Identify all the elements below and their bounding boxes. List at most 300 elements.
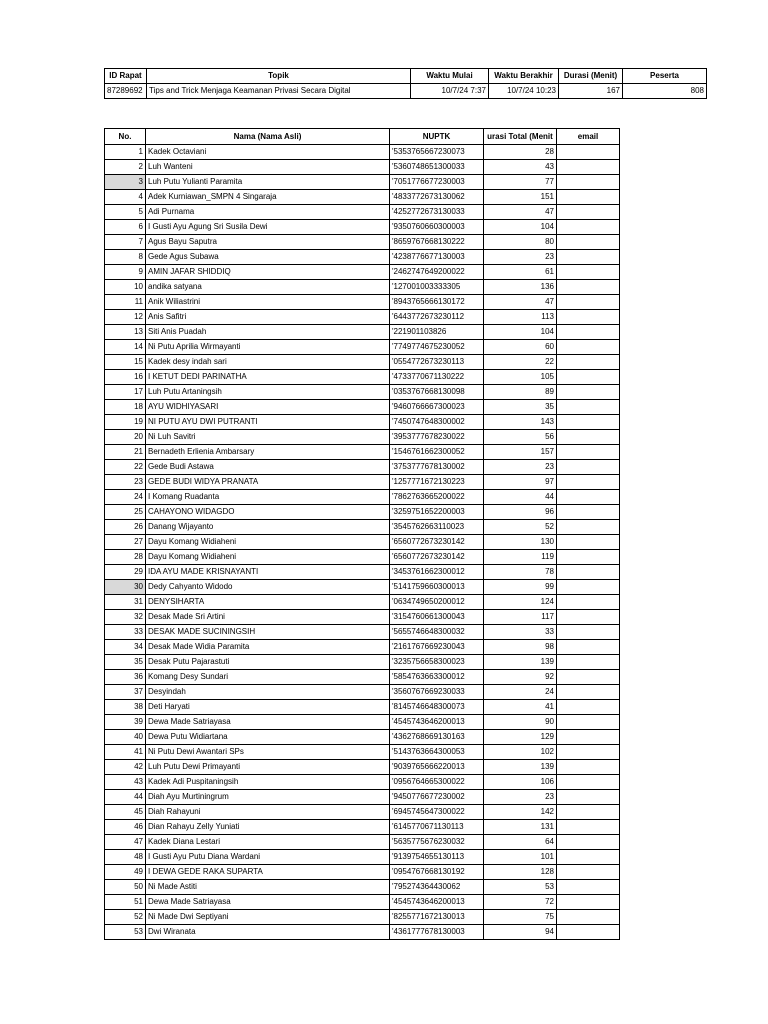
participant-email xyxy=(557,610,620,625)
row-number: 46 xyxy=(105,820,146,835)
table-row xyxy=(105,790,620,805)
table-row xyxy=(105,700,620,715)
row-number: 44 xyxy=(105,790,146,805)
participant-email xyxy=(557,775,620,790)
table-row xyxy=(105,490,620,505)
participant-nuptk: '7749774675230052 xyxy=(390,340,484,355)
table-row xyxy=(105,280,620,295)
row-number: 35 xyxy=(105,655,146,670)
participant-nuptk: '8659767668130222 xyxy=(390,235,484,250)
participant-nuptk: '4545743646200013 xyxy=(390,895,484,910)
row-number: 9 xyxy=(105,265,146,280)
participant-email xyxy=(557,745,620,760)
participant-nuptk: '127001003333305 xyxy=(390,280,484,295)
participant-total-minutes: 151 xyxy=(484,190,557,205)
participant-total-minutes: 105 xyxy=(484,370,557,385)
participant-email xyxy=(557,865,620,880)
row-number: 20 xyxy=(105,430,146,445)
participant-nuptk: '1546761662300052 xyxy=(390,445,484,460)
participant-email xyxy=(557,595,620,610)
participant-name: Ni Luh Savitri xyxy=(146,430,390,445)
participant-nuptk: '5655746648300032 xyxy=(390,625,484,640)
participant-email xyxy=(557,565,620,580)
participant-total-minutes: 90 xyxy=(484,715,557,730)
participant-name: DESAK MADE SUCININGSIH xyxy=(146,625,390,640)
table-row xyxy=(105,385,620,400)
meeting-id: 87289692 xyxy=(105,84,147,99)
participant-nuptk: '4361777678130003 xyxy=(390,925,484,940)
row-number: 38 xyxy=(105,700,146,715)
participant-name: Gede Budi Astawa xyxy=(146,460,390,475)
participant-total-minutes: 75 xyxy=(484,910,557,925)
meeting-data-row xyxy=(105,84,707,99)
participant-nuptk: '3453761662300012 xyxy=(390,565,484,580)
participant-email xyxy=(557,220,620,235)
meeting-end-header: Waktu Berakhir xyxy=(489,69,559,84)
row-number: 34 xyxy=(105,640,146,655)
participant-name: Komang Desy Sundari xyxy=(146,670,390,685)
participant-total-minutes: 80 xyxy=(484,235,557,250)
meeting-topic-header: Topik xyxy=(147,69,411,84)
participant-name: Desyindah xyxy=(146,685,390,700)
participant-total-minutes: 139 xyxy=(484,760,557,775)
participant-name: Dayu Komang Widiaheni xyxy=(146,535,390,550)
participants-header-row xyxy=(105,129,620,145)
participant-total-minutes: 23 xyxy=(484,250,557,265)
participant-email xyxy=(557,310,620,325)
participant-email xyxy=(557,295,620,310)
participant-email xyxy=(557,880,620,895)
participant-total-minutes: 104 xyxy=(484,220,557,235)
participants-table xyxy=(104,128,620,940)
participant-name: Deti Haryati xyxy=(146,700,390,715)
table-row xyxy=(105,610,620,625)
participant-nuptk: '0634749650200012 xyxy=(390,595,484,610)
participant-name: Dedy Cahyanto Widodo xyxy=(146,580,390,595)
participant-total-minutes: 101 xyxy=(484,850,557,865)
participant-nuptk: '6443772673230112 xyxy=(390,310,484,325)
participant-email xyxy=(557,835,620,850)
participant-total-minutes: 33 xyxy=(484,625,557,640)
table-row xyxy=(105,640,620,655)
participant-email xyxy=(557,280,620,295)
participant-name: Ni Made Astiti xyxy=(146,880,390,895)
participant-total-minutes: 97 xyxy=(484,475,557,490)
no-header: No. xyxy=(105,129,146,145)
participant-name: Diah Ayu Murtiningrum xyxy=(146,790,390,805)
participant-total-minutes: 143 xyxy=(484,415,557,430)
participant-name: GEDE BUDI WIDYA PRANATA xyxy=(146,475,390,490)
participant-total-minutes: 23 xyxy=(484,460,557,475)
row-number: 14 xyxy=(105,340,146,355)
participant-nuptk: '5143763664300053 xyxy=(390,745,484,760)
participant-name: Luh Putu Artaningsih xyxy=(146,385,390,400)
participant-name: Ni Putu Dewi Awantari SPs xyxy=(146,745,390,760)
participant-email xyxy=(557,625,620,640)
participant-email xyxy=(557,580,620,595)
participant-total-minutes: 131 xyxy=(484,820,557,835)
participant-email xyxy=(557,385,620,400)
participant-email xyxy=(557,505,620,520)
row-number: 30 xyxy=(105,580,146,595)
participant-nuptk: '3953777678230022 xyxy=(390,430,484,445)
participant-email xyxy=(557,190,620,205)
table-row xyxy=(105,235,620,250)
row-number: 32 xyxy=(105,610,146,625)
participant-name: Luh Putu Yulianti Paramita xyxy=(146,175,390,190)
participant-email xyxy=(557,340,620,355)
participant-total-minutes: 129 xyxy=(484,730,557,745)
participant-nuptk: '5854763663300012 xyxy=(390,670,484,685)
row-number: 19 xyxy=(105,415,146,430)
participant-email xyxy=(557,265,620,280)
participant-nuptk: '8943765666130172 xyxy=(390,295,484,310)
row-number: 12 xyxy=(105,310,146,325)
table-row xyxy=(105,835,620,850)
participant-total-minutes: 23 xyxy=(484,790,557,805)
table-row xyxy=(105,880,620,895)
row-number: 25 xyxy=(105,505,146,520)
participant-nuptk: '5141759660300013 xyxy=(390,580,484,595)
table-row xyxy=(105,430,620,445)
table-row xyxy=(105,445,620,460)
participant-nuptk: '3235756658300023 xyxy=(390,655,484,670)
row-number: 33 xyxy=(105,625,146,640)
table-row xyxy=(105,745,620,760)
table-row xyxy=(105,145,620,160)
participant-name: Desak Made Sri Artini xyxy=(146,610,390,625)
participant-nuptk: '221901103826 xyxy=(390,325,484,340)
nuptk-header: NUPTK xyxy=(390,129,484,145)
participant-total-minutes: 102 xyxy=(484,745,557,760)
table-row xyxy=(105,205,620,220)
participant-email xyxy=(557,550,620,565)
participant-nuptk: '8145746648300073 xyxy=(390,700,484,715)
name-header: Nama (Nama Asli) xyxy=(146,129,390,145)
participant-email xyxy=(557,670,620,685)
participant-name: NI PUTU AYU DWI PUTRANTI xyxy=(146,415,390,430)
row-number: 8 xyxy=(105,250,146,265)
table-row xyxy=(105,730,620,745)
participant-name: Desak Putu Pajarastuti xyxy=(146,655,390,670)
row-number: 53 xyxy=(105,925,146,940)
total-duration-header: urasi Total (Menit xyxy=(484,129,557,145)
participant-nuptk: '0954767668130192 xyxy=(390,865,484,880)
row-number: 23 xyxy=(105,475,146,490)
participant-total-minutes: 47 xyxy=(484,295,557,310)
meeting-end: 10/7/24 10:23 xyxy=(489,84,559,99)
meeting-topic: Tips and Trick Menjaga Keamanan Privasi Secara Digital xyxy=(147,84,411,99)
meeting-table xyxy=(104,68,707,99)
participant-email xyxy=(557,475,620,490)
participant-name: Kadek Diana Lestari xyxy=(146,835,390,850)
participant-name: Luh Putu Dewi Primayanti xyxy=(146,760,390,775)
participant-nuptk: '4733770671130222 xyxy=(390,370,484,385)
table-row xyxy=(105,805,620,820)
participant-total-minutes: 104 xyxy=(484,325,557,340)
participant-name: Dian Rahayu Zelly Yuniati xyxy=(146,820,390,835)
participant-nuptk: '6145770671130113 xyxy=(390,820,484,835)
table-row xyxy=(105,760,620,775)
table-row xyxy=(105,775,620,790)
participant-name: I Gusti Ayu Putu Diana Wardani xyxy=(146,850,390,865)
participant-email xyxy=(557,520,620,535)
table-row xyxy=(105,715,620,730)
row-number: 43 xyxy=(105,775,146,790)
table-row xyxy=(105,400,620,415)
participant-total-minutes: 28 xyxy=(484,145,557,160)
participant-email xyxy=(557,655,620,670)
participant-nuptk: '2161767669230043 xyxy=(390,640,484,655)
participant-total-minutes: 77 xyxy=(484,175,557,190)
table-row xyxy=(105,820,620,835)
participant-name: Adek Kurniawan_SMPN 4 Singaraja xyxy=(146,190,390,205)
table-row xyxy=(105,505,620,520)
table-row xyxy=(105,565,620,580)
participant-email xyxy=(557,370,620,385)
participant-name: Dewa Made Satriayasa xyxy=(146,715,390,730)
participant-email xyxy=(557,895,620,910)
participant-name: Bernadeth Erlienia Ambarsary xyxy=(146,445,390,460)
email-header: email xyxy=(557,129,620,145)
meeting-id-header: ID Rapat xyxy=(105,69,147,84)
table-row xyxy=(105,175,620,190)
participant-name: I Gusti Ayu Agung Sri Susila Dewi xyxy=(146,220,390,235)
participant-nuptk: '795274364430062 xyxy=(390,880,484,895)
participant-nuptk: '6560772673230142 xyxy=(390,535,484,550)
participant-email xyxy=(557,730,620,745)
participant-name: Anis Safitri xyxy=(146,310,390,325)
participant-name: Dewa Putu Widiartana xyxy=(146,730,390,745)
row-number: 16 xyxy=(105,370,146,385)
participant-nuptk: '3560767669230033 xyxy=(390,685,484,700)
participant-nuptk: '4252772673130033 xyxy=(390,205,484,220)
row-number: 36 xyxy=(105,670,146,685)
row-number: 45 xyxy=(105,805,146,820)
participant-email xyxy=(557,250,620,265)
table-row xyxy=(105,340,620,355)
table-row xyxy=(105,370,620,385)
row-number: 51 xyxy=(105,895,146,910)
participant-nuptk: '5360748651300033 xyxy=(390,160,484,175)
participant-name: Anik Wiliastrini xyxy=(146,295,390,310)
participant-nuptk: '7450747648300002 xyxy=(390,415,484,430)
participant-name: AMIN JAFAR SHIDDIQ xyxy=(146,265,390,280)
participant-name: I Komang Ruadanta xyxy=(146,490,390,505)
participant-nuptk: '9139754655130113 xyxy=(390,850,484,865)
participant-name: Diah Rahayuni xyxy=(146,805,390,820)
table-row xyxy=(105,460,620,475)
row-number: 11 xyxy=(105,295,146,310)
participant-name: Ni Putu Aprilia Wirmayanti xyxy=(146,340,390,355)
participant-nuptk: '0956764665300022 xyxy=(390,775,484,790)
participant-total-minutes: 89 xyxy=(484,385,557,400)
participant-nuptk: '9460766667300023 xyxy=(390,400,484,415)
participant-total-minutes: 56 xyxy=(484,430,557,445)
meeting-duration-header: Durasi (Menit) xyxy=(559,69,623,84)
participant-name: Adi Purnama xyxy=(146,205,390,220)
row-number: 26 xyxy=(105,520,146,535)
participant-name: Luh Wanteni xyxy=(146,160,390,175)
row-number: 6 xyxy=(105,220,146,235)
row-number: 18 xyxy=(105,400,146,415)
participant-name: Dewa Made Satriayasa xyxy=(146,895,390,910)
participant-nuptk: '0554772673230113 xyxy=(390,355,484,370)
participant-nuptk: '5353765667230073 xyxy=(390,145,484,160)
participant-email xyxy=(557,235,620,250)
participant-email xyxy=(557,805,620,820)
row-number: 15 xyxy=(105,355,146,370)
table-row xyxy=(105,550,620,565)
participant-email xyxy=(557,355,620,370)
participant-total-minutes: 124 xyxy=(484,595,557,610)
participant-total-minutes: 96 xyxy=(484,505,557,520)
table-row xyxy=(105,415,620,430)
participant-nuptk: '3753777678130002 xyxy=(390,460,484,475)
participant-email xyxy=(557,445,620,460)
participant-email xyxy=(557,820,620,835)
meeting-start-header: Waktu Mulai xyxy=(411,69,489,84)
row-number: 42 xyxy=(105,760,146,775)
participant-name: Kadek Octaviani xyxy=(146,145,390,160)
row-number: 4 xyxy=(105,190,146,205)
participant-total-minutes: 130 xyxy=(484,535,557,550)
participant-nuptk: '2462747649200022 xyxy=(390,265,484,280)
participant-total-minutes: 106 xyxy=(484,775,557,790)
participant-total-minutes: 94 xyxy=(484,925,557,940)
participant-nuptk: '1257771672130223 xyxy=(390,475,484,490)
participant-name: Dwi Wiranata xyxy=(146,925,390,940)
participant-total-minutes: 44 xyxy=(484,490,557,505)
table-row xyxy=(105,595,620,610)
participant-email xyxy=(557,325,620,340)
participant-total-minutes: 78 xyxy=(484,565,557,580)
row-number: 13 xyxy=(105,325,146,340)
participant-total-minutes: 47 xyxy=(484,205,557,220)
participant-name: I KETUT DEDI PARINATHA xyxy=(146,370,390,385)
participant-total-minutes: 24 xyxy=(484,685,557,700)
row-number: 24 xyxy=(105,490,146,505)
participant-name: IDA AYU MADE KRISNAYANTI xyxy=(146,565,390,580)
participant-email xyxy=(557,175,620,190)
row-number: 21 xyxy=(105,445,146,460)
participant-total-minutes: 60 xyxy=(484,340,557,355)
row-number: 52 xyxy=(105,910,146,925)
row-number: 2 xyxy=(105,160,146,175)
participant-nuptk: '3259751652200003 xyxy=(390,505,484,520)
meeting-duration: 167 xyxy=(559,84,623,99)
participant-nuptk: '6945745647300022 xyxy=(390,805,484,820)
participant-total-minutes: 35 xyxy=(484,400,557,415)
participant-name: Siti Anis Puadah xyxy=(146,325,390,340)
participant-name: Desak Made Widia Paramita xyxy=(146,640,390,655)
participant-email xyxy=(557,700,620,715)
participant-email xyxy=(557,790,620,805)
participant-email xyxy=(557,415,620,430)
participant-total-minutes: 128 xyxy=(484,865,557,880)
participant-email xyxy=(557,430,620,445)
table-row xyxy=(105,250,620,265)
table-row xyxy=(105,160,620,175)
participant-name: Kadek desy indah sari xyxy=(146,355,390,370)
participant-total-minutes: 43 xyxy=(484,160,557,175)
participant-nuptk: '4545743646200013 xyxy=(390,715,484,730)
participant-email xyxy=(557,850,620,865)
participant-email xyxy=(557,460,620,475)
participant-name: DENYSIHARTA xyxy=(146,595,390,610)
row-number: 29 xyxy=(105,565,146,580)
participant-total-minutes: 53 xyxy=(484,880,557,895)
table-row xyxy=(105,535,620,550)
participant-total-minutes: 142 xyxy=(484,805,557,820)
participant-nuptk: '7862763665200022 xyxy=(390,490,484,505)
participant-email xyxy=(557,400,620,415)
participant-name: Danang Wijayanto xyxy=(146,520,390,535)
participant-total-minutes: 52 xyxy=(484,520,557,535)
row-number: 22 xyxy=(105,460,146,475)
meeting-header-row xyxy=(105,69,707,84)
participant-total-minutes: 157 xyxy=(484,445,557,460)
participant-email xyxy=(557,535,620,550)
row-number: 37 xyxy=(105,685,146,700)
row-number: 39 xyxy=(105,715,146,730)
row-number: 49 xyxy=(105,865,146,880)
participant-total-minutes: 22 xyxy=(484,355,557,370)
row-number: 47 xyxy=(105,835,146,850)
participant-email xyxy=(557,640,620,655)
table-row xyxy=(105,220,620,235)
table-row xyxy=(105,520,620,535)
row-number: 1 xyxy=(105,145,146,160)
table-row xyxy=(105,475,620,490)
participant-email xyxy=(557,490,620,505)
participant-total-minutes: 139 xyxy=(484,655,557,670)
table-row xyxy=(105,865,620,880)
row-number: 27 xyxy=(105,535,146,550)
participant-nuptk: '9350760660300003 xyxy=(390,220,484,235)
table-row xyxy=(105,850,620,865)
participant-name: I DEWA GEDE RAKA SUPARTA xyxy=(146,865,390,880)
participant-total-minutes: 98 xyxy=(484,640,557,655)
table-row xyxy=(105,685,620,700)
participant-total-minutes: 64 xyxy=(484,835,557,850)
participant-nuptk: '9450776677230002 xyxy=(390,790,484,805)
participant-email xyxy=(557,685,620,700)
participant-total-minutes: 99 xyxy=(484,580,557,595)
participant-email xyxy=(557,910,620,925)
table-row xyxy=(105,190,620,205)
table-row xyxy=(105,910,620,925)
participant-total-minutes: 61 xyxy=(484,265,557,280)
meeting-participants-header: Peserta xyxy=(623,69,707,84)
row-number: 31 xyxy=(105,595,146,610)
participant-nuptk: '8255771672130013 xyxy=(390,910,484,925)
row-number: 3 xyxy=(105,175,146,190)
participant-nuptk: '4238776677130003 xyxy=(390,250,484,265)
table-row xyxy=(105,895,620,910)
table-row xyxy=(105,670,620,685)
participant-nuptk: '0353767668130098 xyxy=(390,385,484,400)
participant-name: andika satyana xyxy=(146,280,390,295)
table-row xyxy=(105,580,620,595)
participant-nuptk: '7051776677230003 xyxy=(390,175,484,190)
table-row xyxy=(105,925,620,940)
table-row xyxy=(105,325,620,340)
participant-email xyxy=(557,205,620,220)
row-number: 10 xyxy=(105,280,146,295)
meeting-participant-count: 808 xyxy=(623,84,707,99)
participant-nuptk: '4362768669130163 xyxy=(390,730,484,745)
